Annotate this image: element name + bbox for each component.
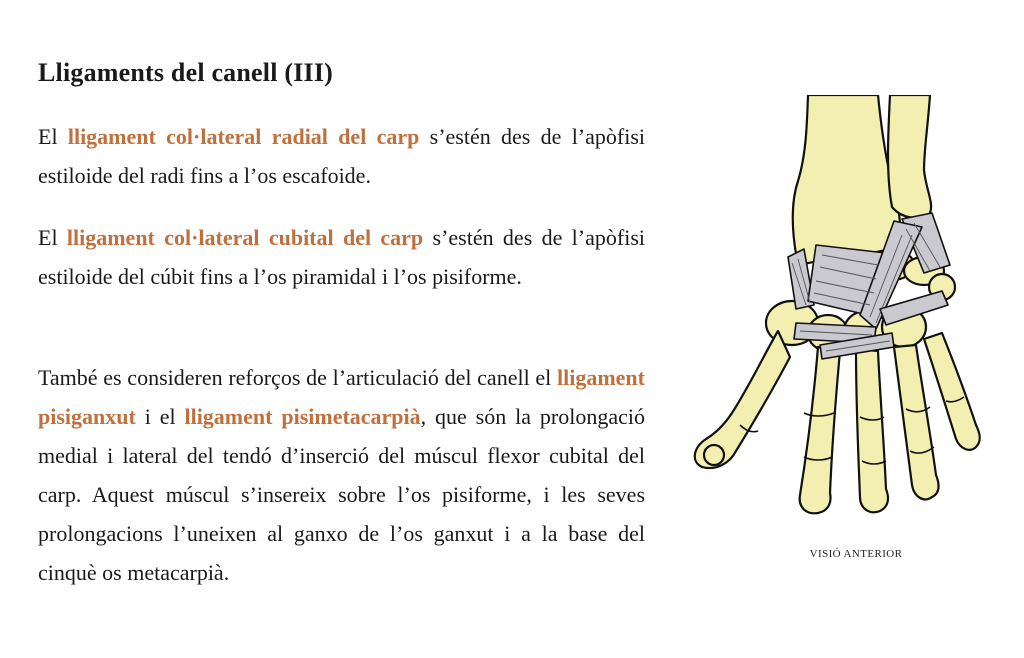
ring-finger-bones xyxy=(894,345,939,499)
ulna-bone xyxy=(888,95,931,218)
page-title: Lligaments del canell (III) xyxy=(38,58,334,87)
term-radial-collateral-ligament: lligament col·lateral radial del carp xyxy=(67,124,420,149)
term-ulnar-collateral-ligament: lligament col·lateral cubital del carp xyxy=(66,225,424,250)
term-pisohamate-ligament: lligament pisiganxut xyxy=(38,365,645,429)
index-finger-bones xyxy=(800,347,840,513)
paragraph-ulnar-ligament: El lligament col·lateral cubital del carp s’estén des de l’apòfisi estiloide del cúbit fins a l’os piramidal i l’os pisiforme. xyxy=(38,225,645,289)
paragraph-reinforcements: També es consideren reforços de l’articulació del canell el lligament pisiganxut i el lligament pisimetacarpià, que són la prolongació medial i lateral del tendó d’inserció del múscul flexor cubital del carp. Aquest múscul s’insereix sobre l’os pisiforme, i les seves prolongacions l’uneixen al ganxo de l’os ganxut i a la base del cinquè os metacarpià. xyxy=(38,365,645,585)
illustration-caption: VISIÓ ANTERIOR xyxy=(809,548,903,560)
paragraph-radial-ligament: El lligament col·lateral radial del carp s’estén des de l’apòfisi estiloide del radi fins a l’os escafoide. xyxy=(38,124,646,188)
term-pisometacarpal-ligament: lligament pisimetacarpià xyxy=(184,404,421,429)
middle-finger-bones xyxy=(856,349,888,512)
little-finger-bones xyxy=(924,333,980,450)
radius-bone xyxy=(793,95,900,265)
wrist-anatomy-illustration xyxy=(680,95,1000,525)
